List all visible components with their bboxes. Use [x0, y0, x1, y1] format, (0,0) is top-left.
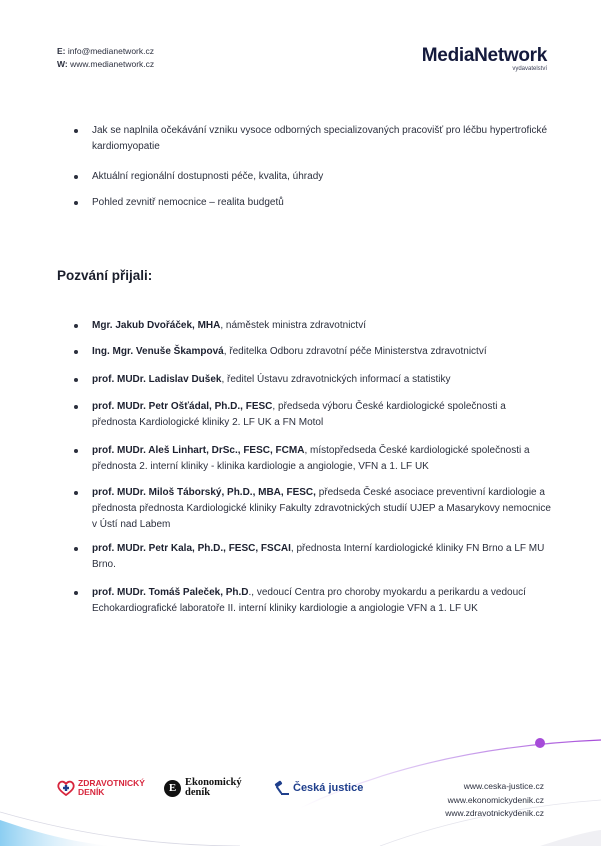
- link-ekonomicky-denik[interactable]: www.ekonomickydenik.cz: [447, 794, 544, 805]
- ekonomicky-denik-logo[interactable]: [164, 777, 242, 799]
- guest-role: , ředitelka Odboru zdravotní péče Ministerstva zdravotnictví: [223, 346, 487, 357]
- contact-web: W: www.medianetwork.cz: [57, 59, 155, 69]
- guest-item: [92, 399, 552, 431]
- heart-cross-icon: [57, 780, 75, 796]
- topic-item: Jak se naplnila očekávání vzniku vysoce odborných specializovaných pracovišť pro léčbu hypertrofické kardiomyopatie: [92, 123, 552, 155]
- zd-line1: ZDRAVOTNICKÝ: [78, 778, 145, 788]
- ed-letter-icon: E: [164, 780, 181, 797]
- guest-item: [92, 318, 552, 334]
- zdravotnicky-denik-logo[interactable]: [57, 777, 145, 799]
- footer-wave-decoration: [0, 700, 601, 846]
- topic-item: Pohled zevnitř nemocnice – realita budgetů: [92, 195, 552, 211]
- guest-role: , přednosta Interní kardiologické kliniky FN Brno a LF MU Brno.: [92, 543, 545, 570]
- guest-name: prof. MUDr. Petr Ošťádal, Ph.D., FESC: [92, 401, 273, 412]
- cj-name: Česká justice: [293, 781, 364, 794]
- email-link[interactable]: info@medianetwork.cz: [67, 46, 154, 56]
- guest-name: prof. MUDr. Tomáš Paleček, Ph.D: [92, 587, 249, 598]
- topic-item: Aktuální regionální dostupnosti péče, kvalita, úhrady: [92, 169, 552, 185]
- footer-links: [420, 780, 544, 821]
- link-zdravotnicky-denik[interactable]: www.zdravotnickydenik.cz: [445, 808, 544, 818]
- ed-line2: deník: [185, 787, 211, 798]
- logo-subtitle: vydavatelství: [512, 66, 547, 72]
- guest-item: [92, 372, 552, 388]
- guest-item: [92, 443, 552, 475]
- guest-name: prof. MUDr. Aleš Linhart, DrSc., FESC, FCMA: [92, 445, 305, 456]
- guest-name: prof. MUDr. Petr Kala, Ph.D., FESC, FSCAI: [92, 543, 291, 554]
- guest-item: [92, 541, 552, 573]
- guest-role: předseda České asociace preventivní kardiologie a přednosta přednosta Kardiologické kliniky Fakulty zdravotnických studií UJEP a Masarykovy nemocnice v Ústí nad Labem: [92, 487, 551, 530]
- zd-line2: DENÍK: [78, 787, 105, 797]
- logo-name: MediaNetwork: [421, 45, 547, 66]
- guest-name: Mgr. Jakub Dvořáček, MHA: [92, 320, 221, 331]
- guest-role: , náměstek ministra zdravotnictví: [220, 320, 366, 331]
- guest-role: , předseda výboru České kardiologické společnosti a přednosta Kardiologické kliniky 2. LF UK a FN Motol: [92, 401, 506, 428]
- medianetwork-logo: [417, 45, 547, 72]
- guest-name: prof. MUDr. Ladislav Dušek: [92, 374, 222, 385]
- guest-name: Ing. Mgr. Venuše Škampová: [92, 346, 224, 357]
- web-link[interactable]: www.medianetwork.cz: [70, 59, 155, 69]
- guest-name: prof. MUDr. Miloš Táborský, Ph.D., MBA, FESC,: [92, 487, 316, 498]
- link-ceska-justice[interactable]: www.ceska-justice.cz: [463, 781, 544, 791]
- ceska-justice-logo[interactable]: [272, 777, 363, 799]
- guest-role: , ředitel Ústavu zdravotnických informací a statistiky: [221, 374, 451, 385]
- guest-item: [92, 485, 552, 533]
- guest-item: [92, 344, 552, 360]
- gavel-icon: [272, 780, 290, 796]
- guest-item: [92, 585, 552, 617]
- purple-dot-icon: [535, 738, 545, 748]
- contact-block: [57, 45, 154, 71]
- ed-line1: Ekonomický: [185, 777, 242, 788]
- guest-role: , místopředseda České kardiologické společnosti a přednosta 2. interní kliniky - klinika kardiologie a angiologie, VFN a 1. LF UK: [92, 445, 530, 472]
- contact-email: E: info@medianetwork.cz: [57, 46, 154, 56]
- guests-heading: Pozvání přijali:: [57, 268, 153, 283]
- guest-role: ., vedoucí Centra pro choroby myokardu a perikardu a vedoucí Echokardiografické laboratoře II. interní kliniky kardiologie a angiologie VFN a 1. LF UK: [92, 587, 526, 614]
